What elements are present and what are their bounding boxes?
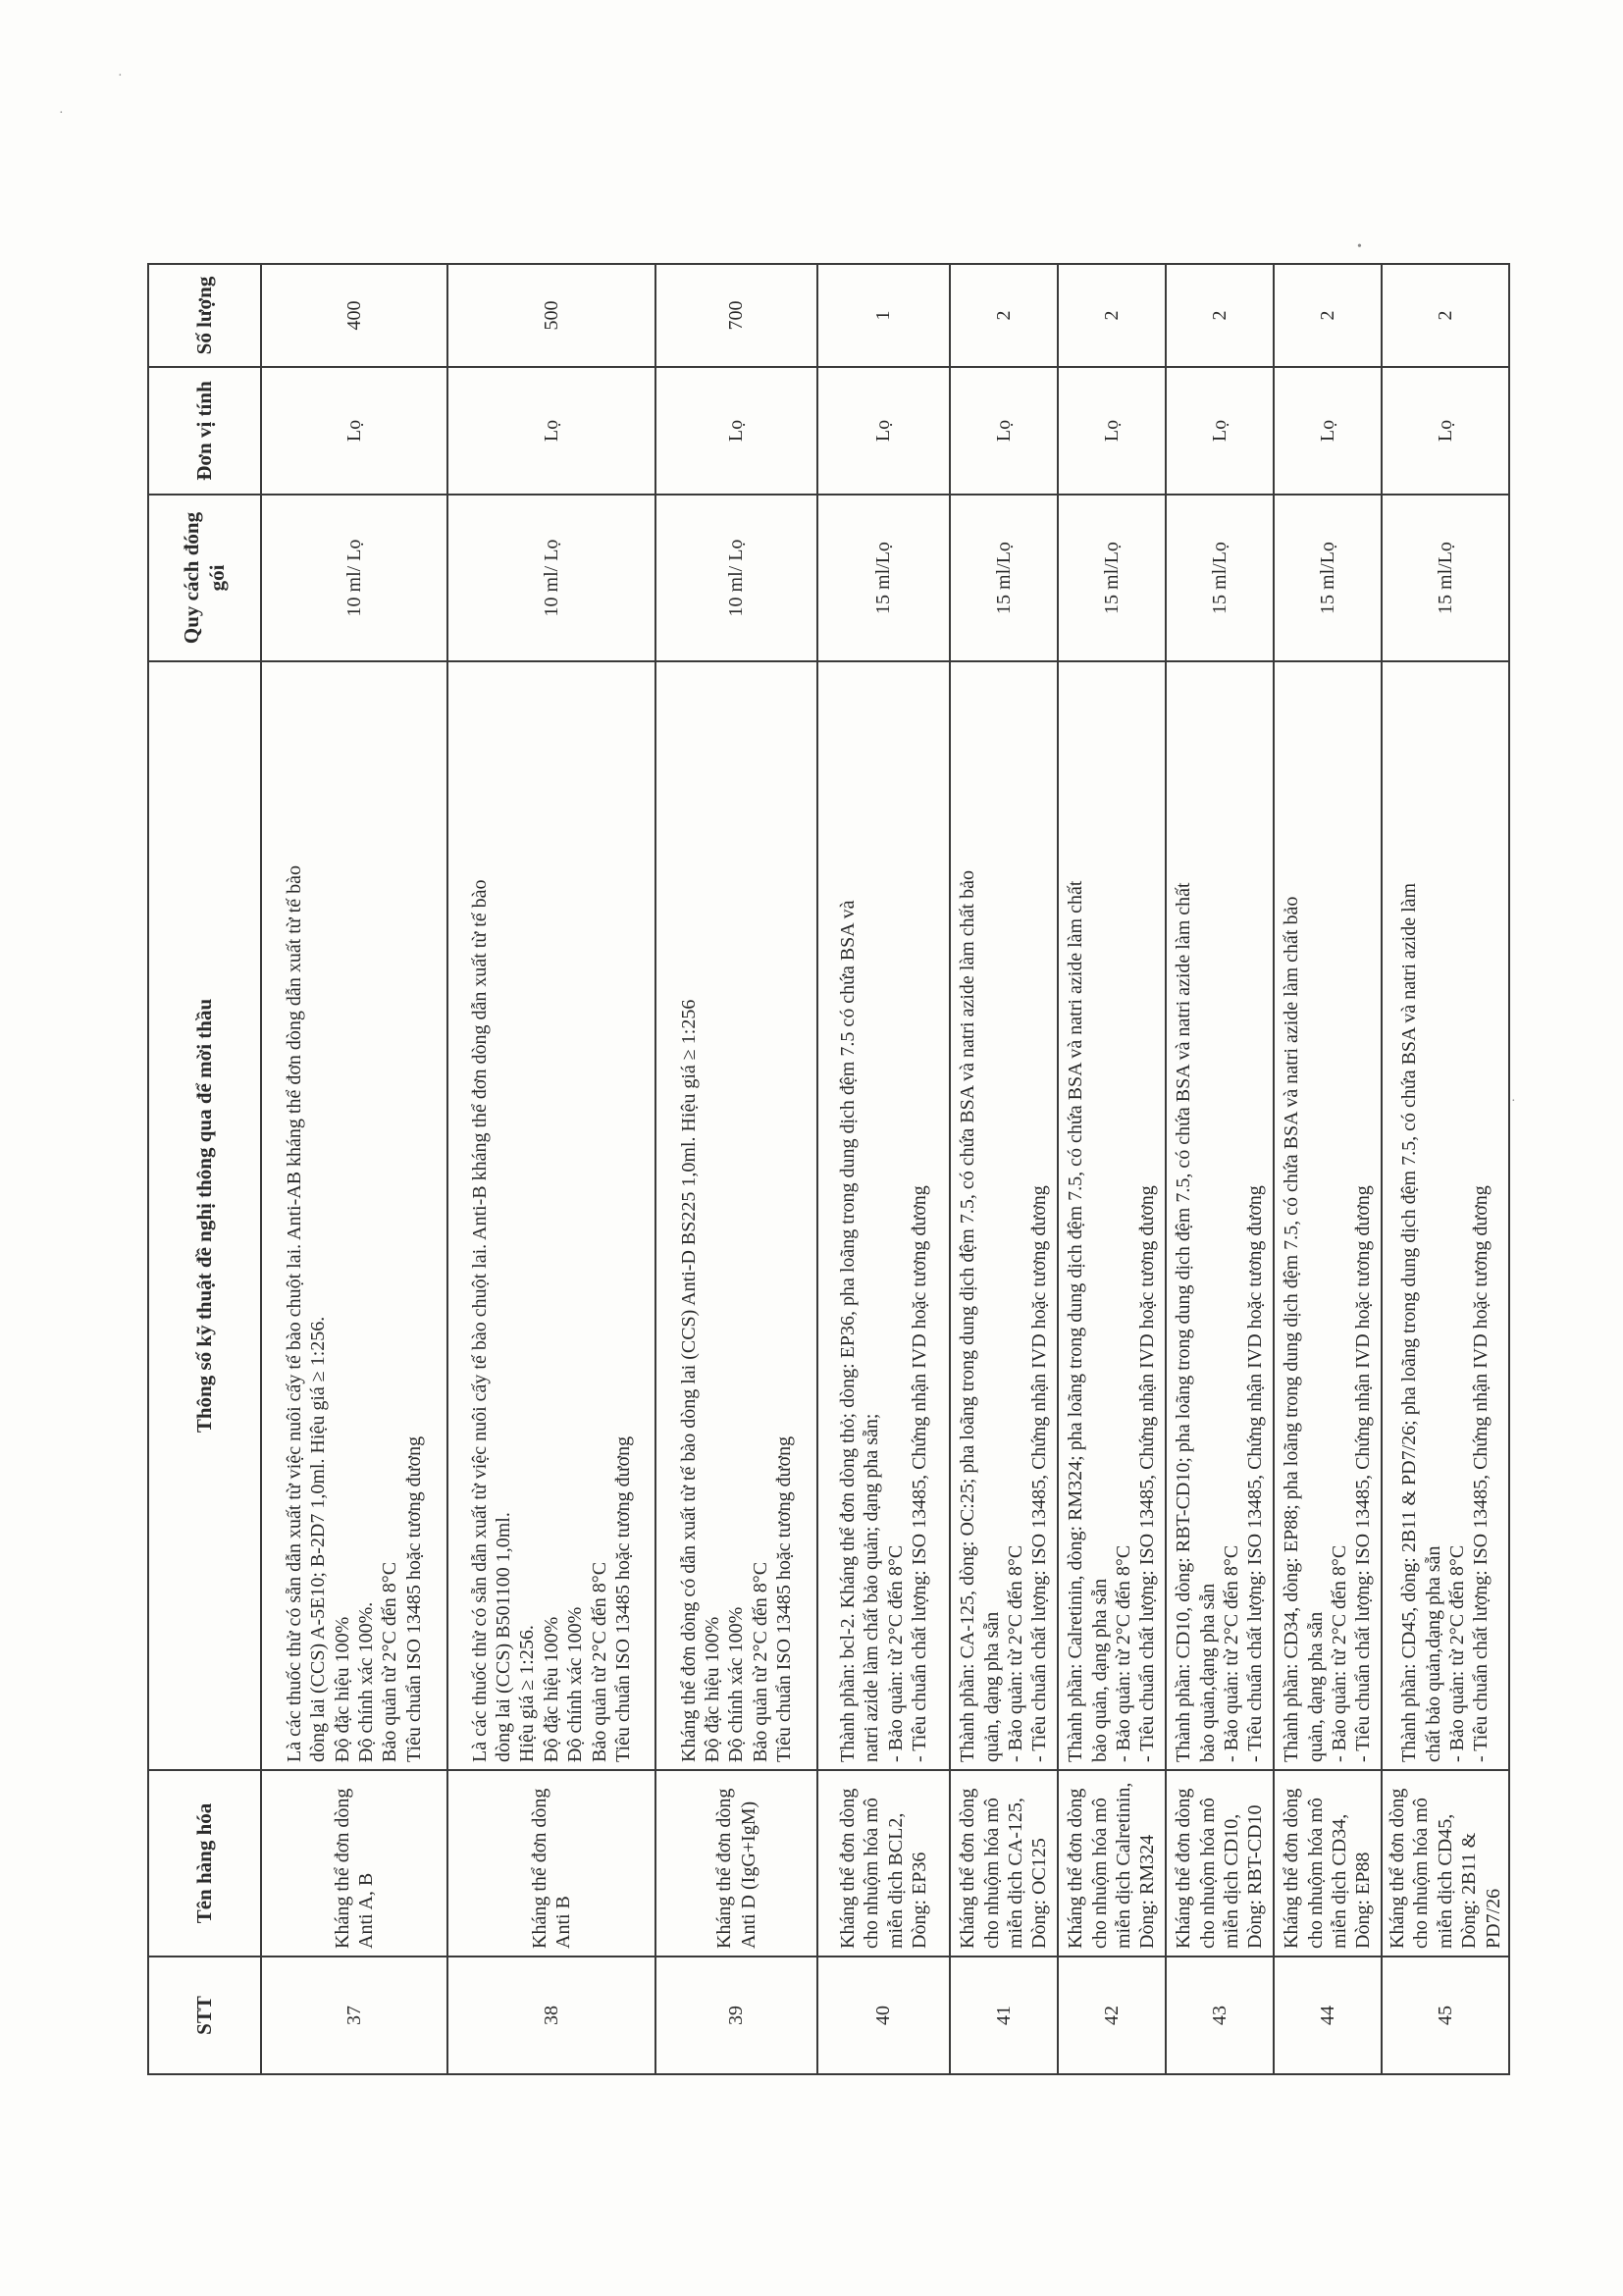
row-name: Kháng thể đơn dòng cho nhuộm hóa mô miễn dịch CA-125, Dòng: OC125 — [950, 1770, 1058, 1957]
specification-table — [147, 263, 1510, 2075]
spec-line: - Tiêu chuẩn chất lượng: ISO 13485, Chứng nhận IVD hoặc tương đương — [1470, 1185, 1492, 1762]
row-unit: Lọ — [261, 367, 447, 495]
spec-line: - Bảo quản: từ 2°C đến 8°C — [884, 1544, 907, 1762]
spec-line: - Bảo quản: từ 2°C đến 8°C — [1221, 1544, 1242, 1762]
spec-line: Kháng thể đơn dòng có dẫn xuất từ tế bào dòng lai (CCS) Anti-D BS225 1,0ml. Hiệu giá ≥ 1:256 — [677, 999, 700, 1762]
row-spec — [1058, 661, 1166, 1770]
row-pack: 15 ml/Lọ — [817, 495, 950, 661]
spec-line: natri azide làm chất bảo quản; dạng pha sẵn; — [861, 1413, 883, 1762]
row-qty: 2 — [1058, 264, 1166, 367]
spec-line: - Tiêu chuẩn chất lượng: ISO 13485, Chứng nhận IVD hoặc tương đương — [1244, 1185, 1267, 1762]
row-unit: Lọ — [1274, 367, 1382, 495]
row-qty: 400 — [261, 264, 447, 367]
spec-line: Độ đặc hiệu 100% — [540, 1616, 562, 1762]
row-stt: 38 — [447, 1957, 655, 2074]
spec-line: Thành phần: Calretinin, dòng: RM324; pha loãng trong dung dịch đệm 7.5, có chứa BSA và natri azide làm chất — [1065, 880, 1087, 1762]
spec-line: Độ chính xác 100% — [725, 1606, 748, 1762]
spec-line: Thành phần: CA-125, dòng: OC:25; pha loãng trong dung dịch đệm 7.5, có chứa BSA và natri azide làm chất bảo — [957, 870, 979, 1762]
row-stt: 40 — [817, 1957, 950, 2074]
spec-line: chất bảo quản,dạng pha sẵn — [1422, 1545, 1444, 1762]
row-unit: Lọ — [447, 367, 655, 495]
row-pack: 15 ml/Lọ — [1274, 495, 1382, 661]
row-unit: Lọ — [1058, 367, 1166, 495]
row-spec — [1274, 661, 1382, 1770]
row-spec — [1166, 661, 1274, 1770]
spec-line: Độ chính xác 100%. — [355, 1601, 377, 1762]
spec-line: Tiêu chuẩn ISO 13485 hoặc tương đương — [611, 1435, 634, 1762]
spec-line: quản, dạng pha sẵn — [980, 1611, 1003, 1762]
spec-line: - Tiêu chuẩn chất lượng: ISO 13485, Chứng nhận IVD hoặc tương đương — [1352, 1185, 1375, 1762]
spec-line: Bảo quản từ 2°C đến 8°C — [379, 1561, 401, 1762]
spec-line: Thành phần: bcl-2. Kháng thể đơn dòng thỏ; dòng: EP36, pha loãng trong dung dịch đệm 7.5 có chứa BSA và — [836, 900, 859, 1762]
row-name: Kháng thể đơn dòng cho nhuộm hóa mô miễn dịch CD10, Dòng: RBT-CD10 — [1166, 1770, 1274, 1957]
spec-line: dòng lai (CCS) B501100 1,0ml. — [493, 1512, 515, 1762]
row-stt: 41 — [950, 1957, 1058, 2074]
row-stt: 37 — [261, 1957, 447, 2074]
row-name: Kháng thể đơn dòng cho nhuộm hóa mô miễn dịch BCL2, Dòng: EP36 — [817, 1770, 950, 1957]
spec-line: - Bảo quản: từ 2°C đến 8°C — [1329, 1544, 1350, 1762]
table-row — [1274, 264, 1382, 2074]
header-spec: Thông số kỹ thuật đề nghị thông qua để mời thầu — [148, 661, 261, 1770]
header-stt: STT — [148, 1957, 261, 2074]
spec-line: Thành phần: CD10, dòng: RBT-CD10; pha loãng trong dung dịch đệm 7.5, có chứa BSA và natri azide làm chất — [1173, 882, 1195, 1762]
row-spec — [817, 661, 950, 1770]
row-name: Kháng thể đơn dòng cho nhuộm hóa mô miễn dịch CD34, Dòng: EP88 — [1274, 1770, 1382, 1957]
spec-line: quản, dạng pha sẵn — [1304, 1611, 1327, 1762]
row-qty: 2 — [950, 264, 1058, 367]
row-name: Kháng thể đơn dòng cho nhuộm hóa mô miễn dịch Calretinin, Dòng: RM324 — [1058, 1770, 1166, 1957]
row-stt: 42 — [1058, 1957, 1166, 2074]
row-unit: Lọ — [817, 367, 950, 495]
spec-line: Độ chính xác 100% — [564, 1606, 587, 1762]
row-name: Kháng thể đơn dòng Anti D (IgG+IgM) — [655, 1770, 817, 1957]
row-stt: 43 — [1166, 1957, 1274, 2074]
row-spec — [447, 661, 655, 1770]
table-row — [817, 264, 950, 2074]
spec-line: Hiệu giá ≥ 1:256. — [516, 1625, 539, 1762]
scan-speck: · — [1511, 1094, 1516, 1109]
row-pack: 15 ml/Lọ — [1166, 495, 1274, 661]
table-header-row — [148, 264, 261, 2074]
spec-line: bảo quản, dạng pha sẵn — [1088, 1578, 1111, 1762]
table-row — [950, 264, 1058, 2074]
row-pack: 15 ml/Lọ — [1382, 495, 1509, 661]
spec-line: Thành phần: CD45, dòng: 2B11 & PD7/26; pha loãng trong dung dịch đệm 7.5, có chứa BSA và natri azide làm — [1398, 882, 1421, 1762]
row-pack: 10 ml/ Lọ — [655, 495, 817, 661]
row-name: Kháng thể đơn dòng Anti A, B — [261, 1770, 447, 1957]
row-pack: 15 ml/Lọ — [1058, 495, 1166, 661]
spec-line: Tiêu chuẩn ISO 13485 hoặc tương đương — [773, 1435, 796, 1762]
spec-line: Là các thuốc thử có sẵn dẫn xuất từ việc nuôi cấy tế bào chuột lai. Anti-B kháng thể đơn dòng dẫn xuất từ tế bào — [468, 879, 491, 1762]
table-row — [1382, 264, 1509, 2074]
row-stt: 39 — [655, 1957, 817, 2074]
spec-line: Bảo quản từ 2°C đến 8°C — [749, 1561, 771, 1762]
row-spec — [950, 661, 1058, 1770]
row-stt: 45 — [1382, 1957, 1509, 2074]
table-row — [261, 264, 447, 2074]
row-stt: 44 — [1274, 1957, 1382, 2074]
row-qty: 1 — [817, 264, 950, 367]
row-name: Kháng thể đơn dòng Anti B — [447, 1770, 655, 1957]
spec-line: bảo quản,dạng pha sẵn — [1196, 1583, 1219, 1762]
header-pack: Quy cách đóng gói — [148, 495, 261, 661]
spec-line: - Bảo quản: từ 2°C đến 8°C — [1005, 1544, 1026, 1762]
row-pack: 10 ml/ Lọ — [447, 495, 655, 661]
row-spec — [261, 661, 447, 1770]
header-name: Tên hàng hóa — [148, 1770, 261, 1957]
table-row — [1058, 264, 1166, 2074]
row-pack: 15 ml/Lọ — [950, 495, 1058, 661]
spec-line: dòng lai (CCS) A-5E10; B-2D7 1,0ml. Hiệu giá ≥ 1:256. — [307, 1316, 330, 1762]
row-qty: 500 — [447, 264, 655, 367]
scan-speck: · — [118, 69, 123, 83]
table-row — [447, 264, 655, 2074]
spec-line: Độ đặc hiệu 100% — [331, 1616, 353, 1762]
row-pack: 10 ml/ Lọ — [261, 495, 447, 661]
row-name: Kháng thể đơn dòng cho nhuộm hóa mô miễn dịch CD45, Dòng: 2B11 & PD7/26 — [1382, 1770, 1509, 1957]
row-spec — [655, 661, 817, 1770]
spec-line: Bảo quản từ 2°C đến 8°C — [588, 1561, 610, 1762]
header-qty: Số lượng — [148, 264, 261, 367]
row-unit: Lọ — [1382, 367, 1509, 495]
rotated-table-container — [147, 265, 1504, 2075]
spec-line: Là các thuốc thử có sẵn dẫn xuất từ việc nuôi cấy tế bào chuột lai. Anti-AB kháng thể đơn dòng dẫn xuất từ tế bào — [283, 865, 305, 1762]
table-row — [655, 264, 817, 2074]
row-unit: Lọ — [950, 367, 1058, 495]
header-unit: Đơn vị tính — [148, 367, 261, 495]
spec-line: - Bảo quản: từ 2°C đến 8°C — [1445, 1544, 1468, 1762]
spec-line: Độ đặc hiệu 100% — [701, 1616, 723, 1762]
row-qty: 700 — [655, 264, 817, 367]
spec-line: - Tiêu chuẩn chất lượng: ISO 13485, Chứng nhận IVD hoặc tương đương — [1028, 1185, 1051, 1762]
spec-line: - Tiêu chuẩn chất lượng: ISO 13485, Chứng nhận IVD hoặc tương đương — [908, 1185, 930, 1762]
row-qty: 2 — [1166, 264, 1274, 367]
spec-line: - Bảo quản: từ 2°C đến 8°C — [1113, 1544, 1134, 1762]
scan-speck: · — [59, 106, 64, 121]
spec-line: Tiêu chuẩn ISO 13485 hoặc tương đương — [402, 1435, 425, 1762]
scan-speck: • — [1357, 239, 1362, 254]
table-row — [1166, 264, 1274, 2074]
spec-line: - Tiêu chuẩn chất lượng: ISO 13485, Chứng nhận IVD hoặc tương đương — [1136, 1185, 1159, 1762]
row-unit: Lọ — [655, 367, 817, 495]
spec-line: Thành phần: CD34, dòng: EP88; pha loãng trong dung dịch đệm 7.5, có chứa BSA và natri azide làm chất bảo — [1281, 896, 1303, 1762]
row-unit: Lọ — [1166, 367, 1274, 495]
row-spec — [1382, 661, 1509, 1770]
row-qty: 2 — [1382, 264, 1509, 367]
row-qty: 2 — [1274, 264, 1382, 367]
